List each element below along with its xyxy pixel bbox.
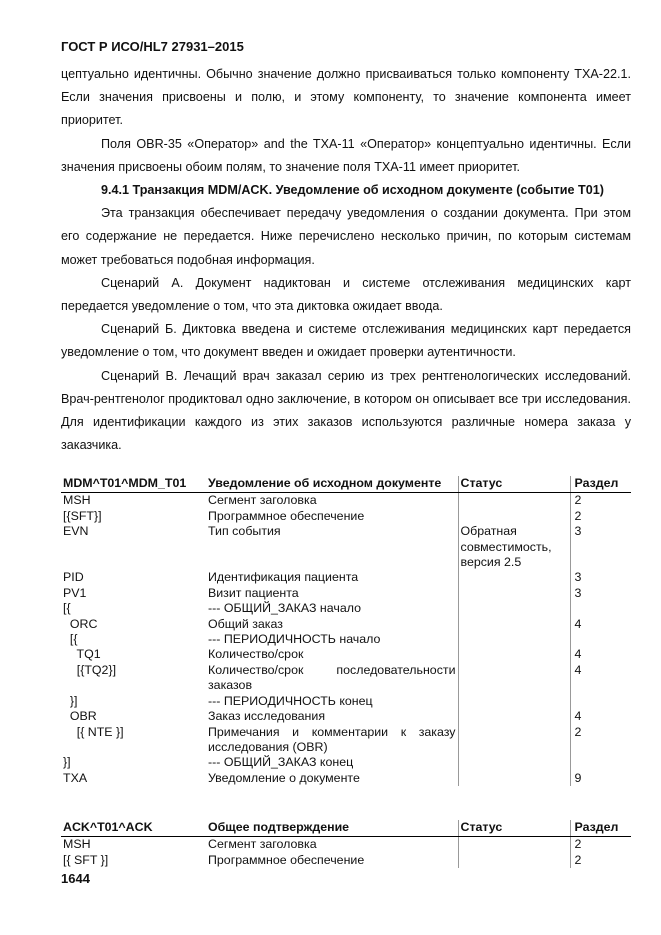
table-cell: Общий заказ — [206, 617, 458, 632]
table-cell: Визит пациента — [206, 586, 458, 601]
table-cell — [458, 617, 570, 632]
table-cell: 4 — [574, 647, 582, 662]
page-number: 1644 — [61, 871, 90, 886]
table-cell: TXA — [63, 770, 88, 785]
table-row — [61, 570, 631, 585]
column-header: Уведомление об исходном документе — [206, 476, 458, 493]
table-cell: [{TQ2}] — [63, 662, 117, 677]
table-cell: [{ — [63, 632, 78, 647]
table-cell: 2 — [574, 508, 582, 523]
table-cell: }] — [63, 755, 71, 770]
table-row — [61, 632, 631, 647]
table-row — [61, 647, 631, 662]
table-row — [61, 509, 631, 524]
table-cell: 9 — [574, 770, 582, 785]
column-header: ACK^T01^ACK — [61, 820, 206, 837]
table-cell: PID — [63, 570, 84, 585]
table-cell: 4 — [574, 616, 582, 631]
table-row — [61, 663, 631, 694]
section-heading: 9.4.1 Транзакция MDM/ACK. Уведомление об исходном документе (событие T01) — [101, 183, 604, 198]
table-cell — [458, 570, 570, 585]
table-cell: 2 — [574, 493, 582, 508]
table-cell: }] — [63, 693, 78, 708]
table-cell: 4 — [574, 662, 582, 677]
table-cell — [458, 725, 570, 756]
paragraph: Сценарий Б. Диктовка введена и системе отслеживания медицинских карт передается уведомление о том, что документ введен и ожидает проверки аутентичности. — [61, 322, 631, 360]
table-cell: 3 — [574, 570, 582, 585]
table-cell: --- ОБЩИЙ_ЗАКАЗ начало — [206, 601, 458, 616]
table-cell: Идентификация пациента — [206, 570, 458, 585]
column-header: Раздел — [570, 820, 631, 837]
table-cell: Заказ исследования — [206, 709, 458, 724]
table-cell: [{ NTE }] — [63, 724, 124, 739]
table-cell: 4 — [574, 709, 582, 724]
table-cell — [570, 601, 631, 616]
table-row — [61, 586, 631, 601]
table-cell: Обратная совместимость, версия 2.5 — [458, 524, 570, 570]
table-cell: 3 — [574, 585, 582, 600]
table-row — [61, 725, 631, 756]
paragraph: Сценарий А. Документ надиктован и системе отслеживания медицинских карт передается уведомление о том, что эта диктовка ожидает ввода. — [61, 275, 631, 314]
table-cell — [458, 509, 570, 524]
paragraph: цептуально идентичны. Обычно значение должно присваиваться только компоненту TXA-22.1. Если значения присвоены и полю, и этому компоненту, то значение компонента имеет приоритет. — [61, 67, 631, 128]
table-cell: 2 — [574, 852, 582, 867]
table-cell: Сегмент заголовка — [206, 837, 458, 853]
table-row — [61, 524, 631, 570]
body-text — [61, 63, 631, 457]
table-cell: TQ1 — [63, 647, 101, 662]
column-header: Статус — [458, 476, 570, 493]
table-cell: --- ПЕРИОДИЧНОСТЬ конец — [206, 694, 458, 709]
table-cell: 2 — [574, 837, 582, 852]
table-header-row — [61, 820, 631, 837]
table-cell: --- ПЕРИОДИЧНОСТЬ начало — [206, 632, 458, 647]
table-row — [61, 771, 631, 786]
table-cell — [570, 694, 631, 709]
table-cell — [458, 601, 570, 616]
table-cell: Примечания и комментарии к заказу исследования (OBR) — [206, 725, 458, 756]
table-cell: MSH — [63, 493, 91, 508]
table-cell: PV1 — [63, 585, 87, 600]
table-row — [61, 694, 631, 709]
table-row — [61, 617, 631, 632]
table-cell: Уведомление о документе — [206, 771, 458, 786]
table-cell: Количество/срок — [206, 647, 458, 662]
table-cell — [458, 771, 570, 786]
table-row — [61, 493, 631, 509]
paragraph: Сценарий В. Лечащий врач заказал серию из трех рентгенологических исследований. Врач-рентгенолог продиктовал одно заключение, в котором он описывает все три исследования. Для идентификации каждого из этих заказов используются различные номера заказа у заказчика. — [61, 368, 631, 453]
table-cell — [458, 853, 570, 868]
table-cell — [570, 632, 631, 647]
document-header: ГОСТ Р ИСО/HL7 27931–2015 — [61, 39, 244, 54]
table-cell: EVN — [63, 524, 89, 539]
table-body — [61, 837, 631, 868]
table-cell: Сегмент заголовка — [206, 493, 458, 509]
table-cell: Тип события — [206, 524, 458, 570]
table-cell: ORC — [63, 616, 98, 631]
table-row — [61, 853, 631, 868]
table-cell — [458, 647, 570, 662]
table-cell — [458, 663, 570, 694]
paragraph: Эта транзакция обеспечивает передачу уведомления о создании документа. При этом его содержание не передается. Ниже перечислено несколько причин, по которым системам может требоваться подобная информация. — [61, 206, 631, 267]
table-cell: 2 — [574, 724, 582, 739]
paragraph: Поля OBR-35 «Оператор» and the TXA-11 «Оператор» концептуально идентичны. Если значения присвоены обоим полям, то значение поля TXA-11 имеет приоритет. — [61, 136, 631, 174]
table-row — [61, 601, 631, 616]
table-cell: --- ОБЩИЙ_ЗАКАЗ конец — [206, 755, 458, 770]
table-header-row — [61, 476, 631, 493]
table-cell — [458, 755, 570, 770]
table-cell — [458, 694, 570, 709]
table-cell — [458, 586, 570, 601]
table-cell: MSH — [63, 837, 91, 852]
table-cell: Количество/срок последовательности заказов — [206, 663, 458, 694]
table-body — [61, 493, 631, 786]
table-cell — [458, 493, 570, 509]
table-row — [61, 837, 631, 853]
column-header: Статус — [458, 820, 570, 837]
table-cell: 3 — [574, 524, 582, 539]
table-row — [61, 709, 631, 724]
table-cell: [{ — [63, 601, 71, 616]
table-row — [61, 755, 631, 770]
ack-message-table — [61, 820, 631, 868]
table-cell: Программное обеспечение — [206, 509, 458, 524]
table-cell: [{ SFT }] — [63, 852, 109, 867]
column-header: Раздел — [570, 476, 631, 493]
mdm-message-table — [61, 476, 631, 786]
table-cell: OBR — [63, 709, 97, 724]
table-cell — [570, 755, 631, 770]
table-cell — [458, 632, 570, 647]
column-header: Общее подтверждение — [206, 820, 458, 837]
column-header: MDM^T01^MDM_T01 — [61, 476, 206, 493]
table-cell — [458, 709, 570, 724]
table-cell: [{SFT}] — [63, 508, 102, 523]
table-cell: Программное обеспечение — [206, 853, 458, 868]
table-cell — [458, 837, 570, 853]
